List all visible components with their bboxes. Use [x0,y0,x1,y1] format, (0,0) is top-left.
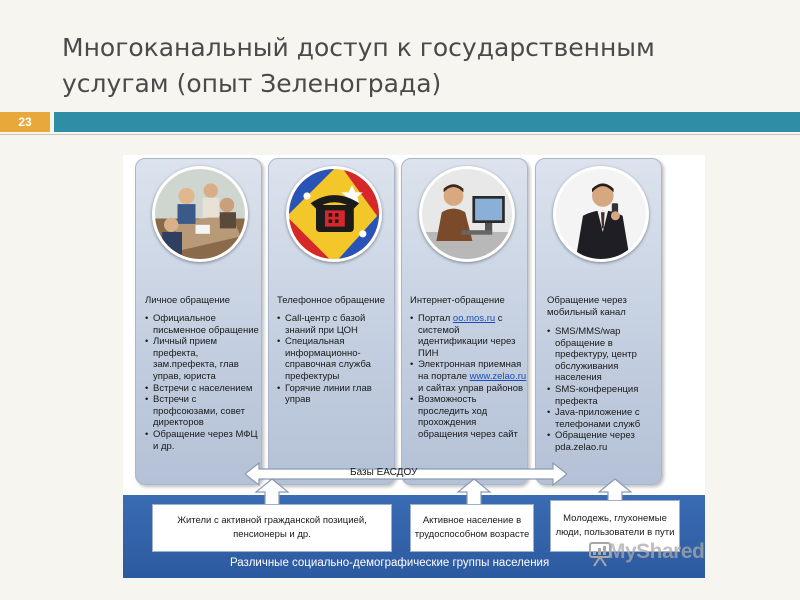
list-item: • Встречи с населением [145,383,259,395]
meeting-photo [152,166,248,262]
slide-title-line-2: услугам (опыт Зеленограда) [62,69,442,98]
group-active-citizens: Жители с активной гражданской позицией, пенсионеры и др. [152,504,392,552]
list-item: • Официальное письменное обращение [145,313,259,336]
list-item-text: Электронная приемная на портале [418,359,522,382]
list-item: • SMS-конференция префекта [547,384,661,407]
up-arrow-icon [254,478,290,506]
list-item: • Специальная информационно-справочная служба префектуры [277,336,393,382]
channel-list-mobile [547,326,661,454]
channel-heading-phone: Телефонное обращение [277,295,385,306]
list-item: • Java-приложение с телефонами служб [547,407,661,430]
channel-heading-internet: Интернет-обращение [410,295,505,306]
channel-heading-mobile: Обращение через мобильный канал [547,295,627,318]
list-item: • Обращение через pda.zelao.ru [547,430,661,453]
list-item [410,359,528,394]
portal-link[interactable]: oo.mos.ru [452,313,496,324]
list-item: • Встречи с профсоюзами, совет директоров [145,394,259,429]
group-working-age: Активное население в трудоспособном возрасте [410,504,534,552]
up-arrow-icon [456,478,492,506]
database-label: Базы ЕАСДОУ [350,467,418,478]
list-item-text: и сайтах управ районов [418,382,524,394]
channel-heading-personal: Личное обращение [145,295,231,306]
channel-list-phone [277,313,393,406]
list-item: • Обращение через МФЦ и др. [145,429,259,452]
list-item [410,394,528,440]
list-item [410,313,528,359]
header-bar [54,112,800,132]
list-item: • SMS/MMS/wap обращение в префектуру, центр обслуживания населения [547,326,661,384]
population-band-label: Различные социально-демографические группы населения [230,557,550,569]
list-item-text: Портал [418,313,453,324]
list-item: • Горячие линии глав управ [277,383,393,406]
computer-user-photo [419,166,515,262]
slide-title [62,30,762,102]
telephone-illustration [286,166,382,262]
channel-list-internet [410,313,528,441]
header-divider [0,134,800,135]
list-item-text: с системой идентификации через ПИН [418,313,516,359]
channel-list-personal [145,313,259,452]
list-item: • Личный прием префекта, зам.префекта, глав управ, юриста [145,336,259,382]
slide-number: 23 [18,115,32,129]
slide-title-line-1: Многоканальный доступ к государственным [62,33,655,62]
list-item-text: Возможность проследить ход прохождения обращения через сайт [418,394,518,440]
list-item: • Call-центр с базой знаний при ЦОН [277,313,393,336]
watermark: MyShared [608,540,705,563]
zelao-link[interactable]: www.zelao.ru [469,370,527,382]
mobile-phone-user-photo [553,166,649,262]
group-youth: Молодежь, глухонемые люди, пользователи в пути [550,500,680,552]
